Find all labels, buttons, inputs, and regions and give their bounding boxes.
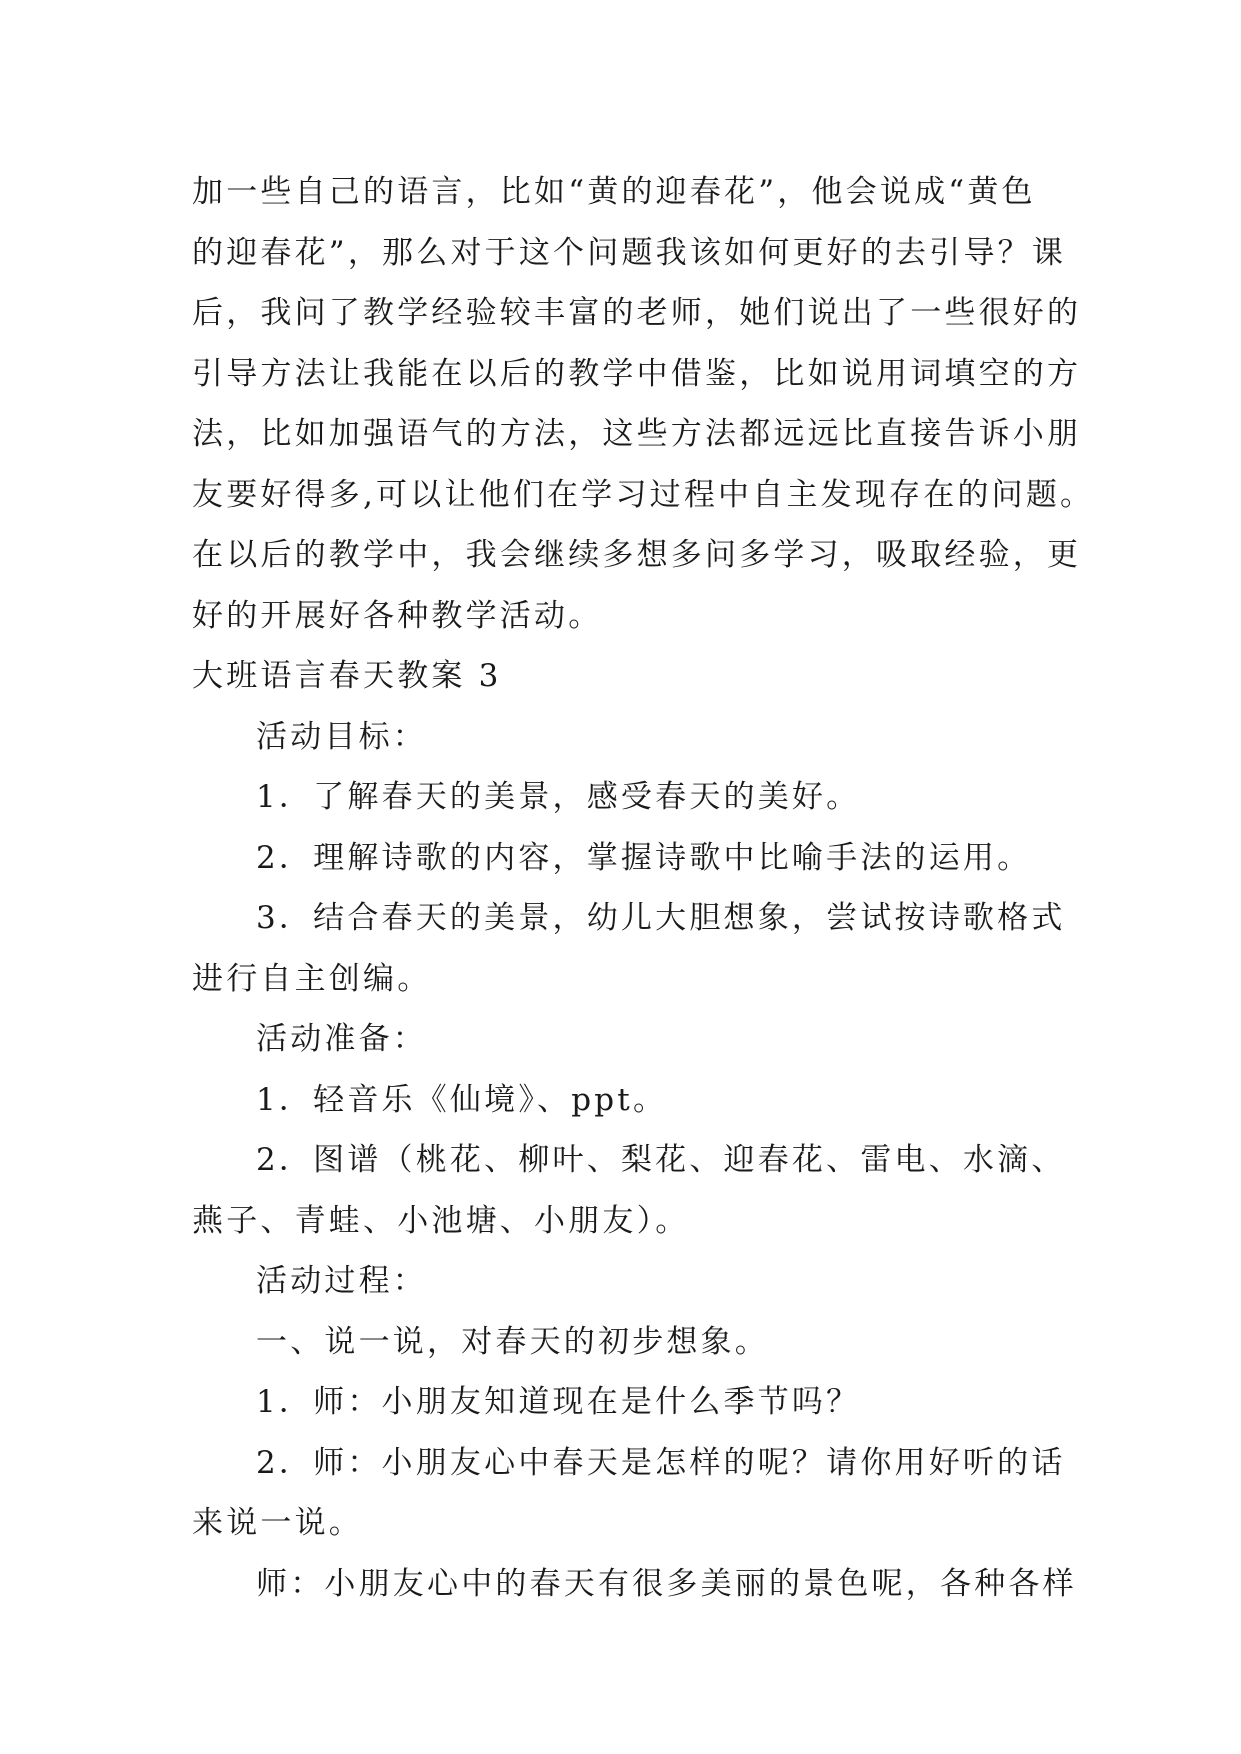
- list-item: 1．轻音乐《仙境》、ppt。: [256, 1081, 668, 1118]
- list-item: 3．结合春天的美景，幼儿大胆想象，尝试按诗歌格式: [256, 900, 1066, 936]
- list-item: 2．师：小朋友心中春天是怎样的呢？请你用好听的话: [256, 1444, 1066, 1481]
- step-heading: 一、说一说，对春天的初步想象。: [256, 1323, 769, 1360]
- text-line: 燕子、青蛙、小池塘、小朋友）。: [192, 1202, 690, 1239]
- text-line: 法，比如加强语气的方法，这些方法都远远比直接告诉小朋: [192, 416, 1082, 452]
- text-line: 在以后的教学中，我会继续多想多问多学习，吸取经验，更: [192, 537, 1082, 573]
- list-item: 2．理解诗歌的内容，掌握诗歌中比喻手法的运用。: [256, 839, 1032, 876]
- subheading-activity-process: 活动过程：: [256, 1263, 427, 1299]
- text-line: 友要好得多,可以让他们在学习过程中自主发现存在的问题。: [192, 476, 1095, 513]
- text-line: 来说一说。: [192, 1505, 363, 1541]
- text-line: 进行自主创编。: [192, 960, 432, 997]
- text-line: 好的开展好各种教学活动。: [192, 597, 603, 634]
- text-line: 后，我问了教学经验较丰富的老师，她们说出了一些很好的: [192, 295, 1082, 331]
- text-line: 加一些自己的语言，比如“黄的迎春花”，他会说成“黄色: [192, 174, 1036, 210]
- list-item: 1．师：小朋友知道现在是什么季节吗？: [256, 1384, 861, 1420]
- text-line: 引导方法让我能在以后的教学中借鉴，比如说用词填空的方: [192, 355, 1082, 392]
- subheading-activity-preparation: 活动准备：: [256, 1021, 427, 1057]
- text-line: 的迎春花”，那么对于这个问题我该如何更好的去引导？课: [192, 234, 1067, 271]
- list-item: 1．了解春天的美景，感受春天的美好。: [256, 779, 861, 815]
- document-body: [192, 162, 1095, 1614]
- subheading-activity-goals: 活动目标：: [256, 718, 427, 755]
- list-item: 2．图谱（桃花、柳叶、梨花、迎春花、雷电、水滴、: [256, 1142, 1066, 1178]
- section-heading: 大班语言春天教案 3: [192, 658, 502, 694]
- text-line: 师：小朋友心中的春天有很多美丽的景色呢，各种各样: [256, 1565, 1077, 1602]
